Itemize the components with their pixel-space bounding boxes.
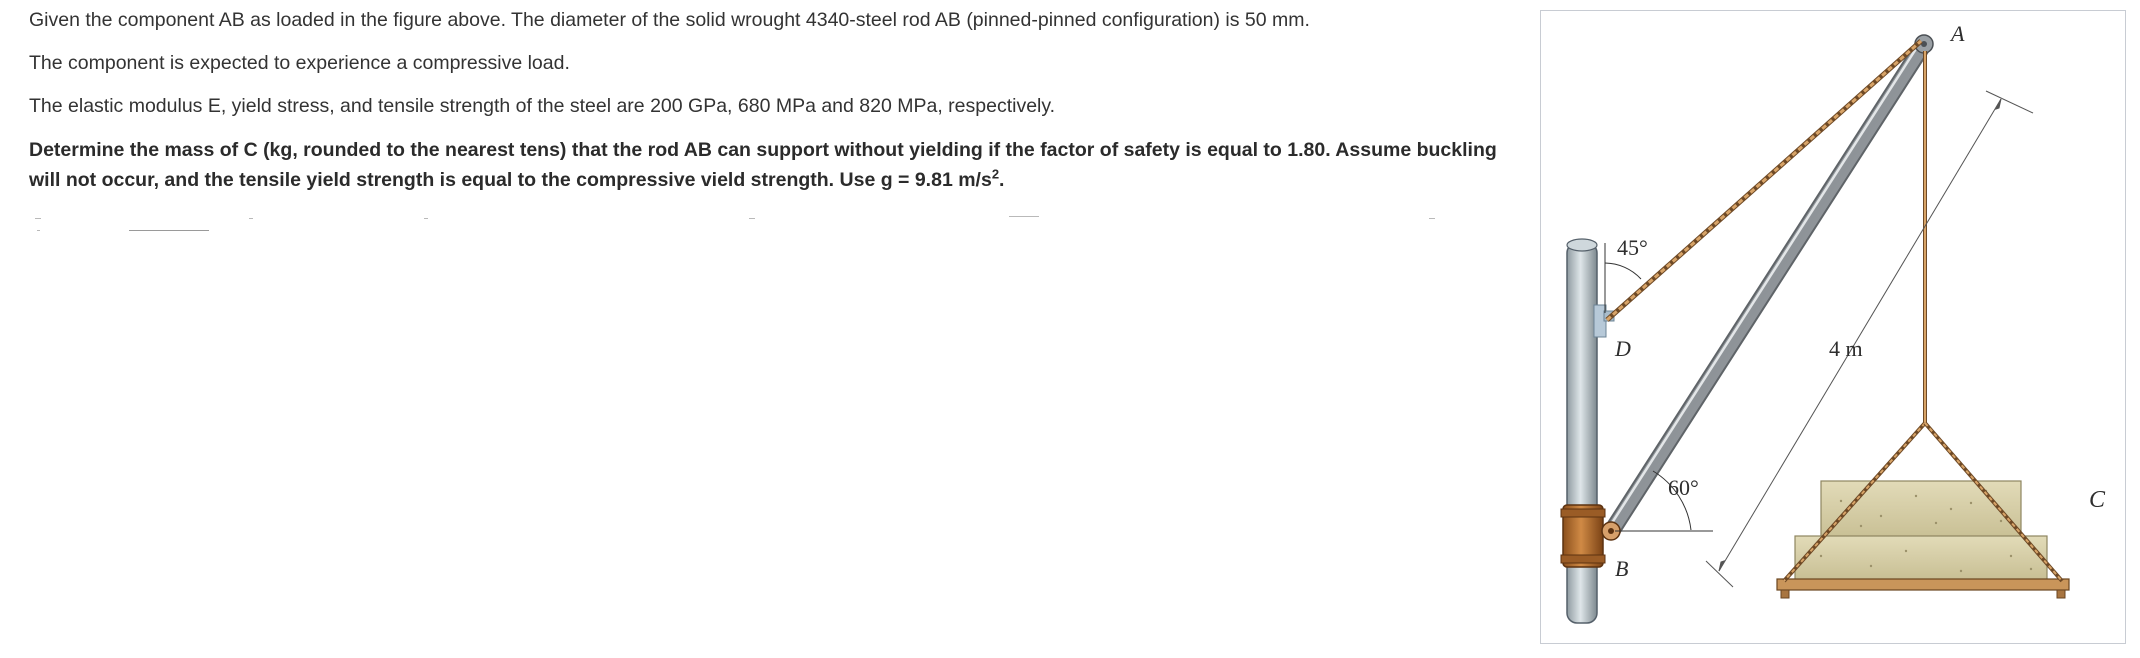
question-text: Determine the mass of C (kg, rounded to the nearest tens) that the rod AB can support without yielding if the factor of safety is equal to 1.80. Assume buckling will not occur, and the tensile yield strength is equal to the compressive vield strength. Use g = 9.81 m/s <box>29 139 1497 191</box>
question-exponent: 2 <box>991 166 1000 182</box>
label-a: A <box>1951 21 1965 46</box>
figure-panel <box>1540 10 2126 644</box>
label-d: D <box>1615 336 1631 361</box>
problem-question <box>29 135 1529 195</box>
label-b: B <box>1615 556 1629 581</box>
label-angle-60: 60° <box>1668 475 1699 500</box>
crane-diagram <box>1541 11 2125 643</box>
faint-text-remnant <box>29 218 1449 248</box>
problem-line-3: The elastic modulus E, yield stress, and tensile strength of the steel are 200 GPa, 680 MPa and 820 MPa, respectively. <box>29 95 1056 117</box>
bracket-d <box>1594 305 1614 337</box>
label-angle-45: 45° <box>1617 235 1648 260</box>
question-end: . <box>999 169 1005 191</box>
problem-text <box>29 6 1529 195</box>
pallet <box>1777 579 2069 598</box>
problem-line-2: The component is expected to experience a compressive load. <box>29 52 570 74</box>
crate-c <box>1795 481 2047 580</box>
label-length: 4 m <box>1829 336 1863 361</box>
collar-b <box>1561 505 1605 567</box>
rod-ab <box>1610 41 1924 529</box>
label-c: C <box>2089 487 2106 513</box>
problem-line-1: Given the component AB as loaded in the figure above. The diameter of the solid wrought 4340-steel rod AB (pinned-pinned configuration) is 50 mm. <box>29 9 1310 31</box>
